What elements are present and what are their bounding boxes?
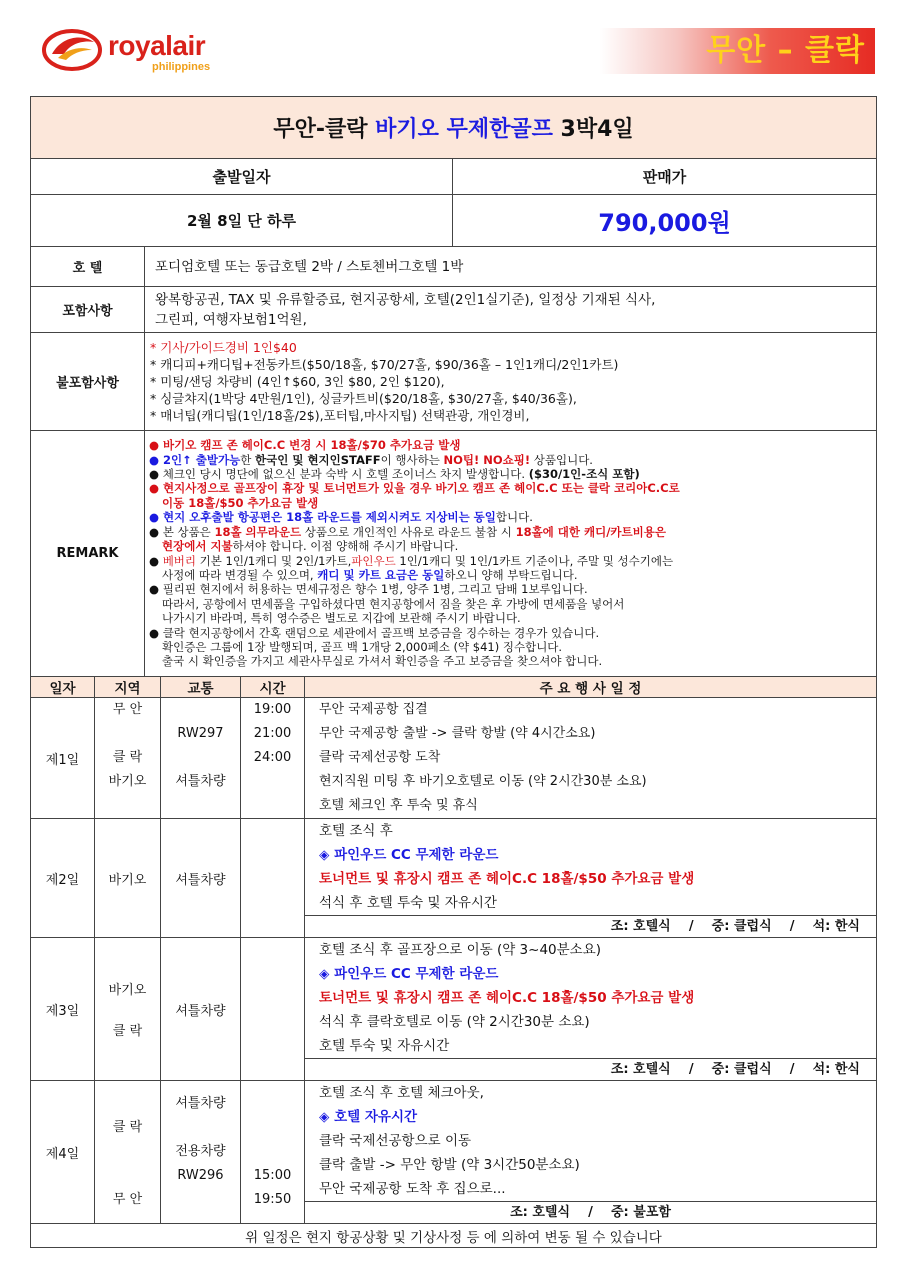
day1-transport: RW297 셔틀차량 xyxy=(161,698,241,819)
excluded-label: 불포함사항 xyxy=(31,333,145,431)
title-prefix: 무안-클락 xyxy=(273,117,368,142)
departure-header: 출발일자 xyxy=(31,159,453,195)
day2-plan: 호텔 조식 후 ◈ 파인우드 CC 무제한 라운드 토너먼트 및 휴장시 캠프 존 헤이C.C 18홀/$50 추가요금 발생 석식 후 호텔 투숙 및 자유시간 조: 호텔식 / 중: 클럽식 / 석: 한식 xyxy=(305,819,877,938)
price-value: 790,000원 xyxy=(453,195,877,247)
excluded-line: * 미팅/샌딩 차량비 (4인↑$60, 3인 $80, 2인 $120), xyxy=(150,374,445,389)
included-value xyxy=(145,287,877,333)
remark-line: ● 체크인 당시 명단에 없으신 분과 숙박 시 호텔 조이너스 차지 발생합니다. ($30/1인-조식 포함) xyxy=(149,467,640,482)
remark-body xyxy=(145,431,877,677)
day4-row xyxy=(31,1081,877,1224)
schedule-footer-row xyxy=(31,1224,877,1248)
remark-line: ● 본 상품은 18홀 의무라운드 상품으로 개인적인 사유로 라운드 불참 시 18홀에 대한 캐디/카트비용은 xyxy=(149,524,666,539)
day2-meals: 조: 호텔식 / 중: 클럽식 / 석: 한식 xyxy=(305,915,876,937)
route-banner xyxy=(600,28,875,74)
col-region: 지역 xyxy=(95,677,161,698)
excluded-value xyxy=(145,333,877,431)
brand-sub: philippines xyxy=(152,61,211,73)
remark-line: 따라서, 공항에서 면세품을 구입하셨다면 현지공항에서 짐을 찾은 후 가방에 면세품을 넣어서 xyxy=(162,596,625,611)
day1-region: 무 안 클 락 바기오 xyxy=(95,698,161,819)
departure-date: 2월 8일 단 하루 xyxy=(31,195,453,247)
brand-name: royalair xyxy=(108,30,206,61)
remark-line: 이동 18홀/$50 추가요금 발생 xyxy=(162,495,319,510)
day3-plan: 호텔 조식 후 골프장으로 이동 (약 3~40분소요) ◈ 파인우드 CC 무제한 라운드 토너먼트 및 휴장시 캠프 존 헤이C.C 18홀/$50 추가요금 발생 석식 후 클락호텔로 이동 (약 2시간30분 소요) 호텔 투숙 및 자유시간 조: 호텔식 / 중: 클럽식 / 석: 한식 xyxy=(305,938,877,1081)
day1-time: 19:00 21:00 24:00 xyxy=(241,698,305,819)
included-label: 포함사항 xyxy=(31,287,145,333)
remark-line: ● 현지사정으로 골프장이 휴장 및 토너먼트가 있을 경우 바기오 캠프 존 헤이C.C 또는 클락 코리아C.C로 xyxy=(149,481,680,496)
title-suffix: 3박4일 xyxy=(560,117,634,142)
day2-transport: 셔틀차량 xyxy=(161,819,241,938)
day1-plan: 무안 국제공항 집결 무안 국제공항 출발 -> 클락 항발 (약 4시간소요) 클락 국제선공항 도착 현지직원 미팅 후 바기오호텔로 이동 (약 2시간30분 소요) 호텔 체크인 후 투숙 및 휴식 xyxy=(305,698,877,819)
schedule-header-row xyxy=(31,677,877,698)
day3-row xyxy=(31,938,877,1081)
excluded-line: * 기사/가이드경비 1인$40 xyxy=(150,340,297,355)
schedule-footer-note: 위 일정은 현지 항공상황 및 기상사정 등 에 의하여 변동 될 수 있습니다 xyxy=(31,1224,877,1248)
day2-region: 바기오 xyxy=(95,819,161,938)
excluded-line: * 매너팁(캐디팁(1인/18홀/2$),포터팁,마사지팁) 선택관광, 개인경비, xyxy=(150,408,530,423)
remark-line: ● 베버리 기본 1인/1캐디 및 2인/1카트,파인우드 1인/1캐디 및 1인/1카트 기준이나, 주말 및 성수기에는 xyxy=(149,553,674,568)
col-time: 시간 xyxy=(241,677,305,698)
col-day: 일자 xyxy=(31,677,95,698)
remark-line: 현장에서 지불하셔야 합니다. 이점 양해해 주시기 바랍니다. xyxy=(162,539,459,554)
day2-row xyxy=(31,819,877,938)
remark-line: ● 바기오 캠프 존 헤이C.C 변경 시 18홀/$70 추가요금 발생 xyxy=(149,438,461,453)
remark-line: 출국 시 확인증을 가지고 세관사무실로 가셔서 확인증을 주고 보증금을 찾으셔야 합니다. xyxy=(162,654,603,669)
remark-line: ● 클락 현지공항에서 간혹 랜덤으로 세관에서 골프백 보증금을 징수하는 경우가 있습니다. xyxy=(149,625,600,640)
day4-meals: 조: 호텔식 / 중: 불포함 xyxy=(305,1201,876,1223)
excluded-line: * 캐디피+캐디팁+전동카트($50/18홀, $70/27홀, $90/36홀 – 1인1캐디/2인1카트) xyxy=(150,357,619,372)
remark-line: ● 필리핀 현지에서 허용하는 면세규정은 향수 1병, 양주 1병, 그리고 담배 1보루입니다. xyxy=(149,582,588,597)
day3-label: 제3일 xyxy=(31,938,95,1081)
day1-row xyxy=(31,698,877,819)
day1-label: 제1일 xyxy=(31,698,95,819)
remark-line: 사정에 따라 변경될 수 있으며, 캐디 및 카트 요금은 동일하오니 양해 부탁드립니다. xyxy=(162,567,578,582)
included-line: 그린피, 여행자보험1억원, xyxy=(155,311,307,328)
royalair-logo xyxy=(42,28,242,76)
day3-meals: 조: 호텔식 / 중: 클럽식 / 석: 한식 xyxy=(305,1058,876,1080)
remark-line: 나가시기 바라며, 특히 영수증은 별도로 지갑에 보관해 주시기 바랍니다. xyxy=(162,611,521,626)
day4-transport: 셔틀차량 전용차량 RW296 xyxy=(161,1081,241,1224)
schedule-table xyxy=(30,676,877,1248)
excluded-line: * 싱글챠지(1박당 4만원/1인), 싱글카트비($20/18홀, $30/27홀, $40/36홀), xyxy=(150,391,577,406)
day4-region: 클 락 무 안 xyxy=(95,1081,161,1224)
route-banner-text: 무안 – 클락 xyxy=(706,33,865,68)
royalair-bird-icon xyxy=(42,28,104,72)
product-info-table xyxy=(30,96,877,677)
hotel-value: 포디엄호텔 또는 동급호텔 2박 / 스토첸버그호텔 1박 xyxy=(145,247,877,287)
price-header: 판매가 xyxy=(453,159,877,195)
remark-label: REMARK xyxy=(31,431,145,677)
day4-time: 15:00 19:50 xyxy=(241,1081,305,1224)
day2-time xyxy=(241,819,305,938)
day4-plan: 호텔 조식 후 호텔 체크아웃, ◈ 호텔 자유시간 클락 국제선공항으로 이동 클락 출발 -> 무안 항발 (약 3시간50분소요) 무안 국제공항 도착 후 집으로... 조: 호텔식 / 중: 불포함 xyxy=(305,1081,877,1224)
day3-transport: 셔틀차량 xyxy=(161,938,241,1081)
day3-time xyxy=(241,938,305,1081)
day4-label: 제4일 xyxy=(31,1081,95,1224)
col-plan: 주 요 행 사 일 정 xyxy=(305,677,877,698)
remark-line: ● 2인↑ 출발가능한 한국인 및 현지인STAFF이 행사하는 NO팁! NO쇼핑! 상품입니다. xyxy=(149,452,593,467)
hotel-label: 호 텔 xyxy=(31,247,145,287)
day3-region: 바기오 클 락 xyxy=(95,938,161,1081)
product-title xyxy=(31,97,877,159)
title-highlight: 바기오 무제한골프 xyxy=(375,117,553,142)
included-line: 왕복항공권, TAX 및 유류할증료, 현지공항세, 호텔(2인1실기준), 일정상 기재된 식사, xyxy=(155,291,656,308)
remark-line: ● 현지 오후출발 항공편은 18홀 라운드를 제외시켜도 지상비는 동일합니다. xyxy=(149,510,533,525)
day2-label: 제2일 xyxy=(31,819,95,938)
col-transport: 교통 xyxy=(161,677,241,698)
remark-line: 확인증은 그룹에 1장 발행되며, 골프 백 1개당 2,000페소 (약 $41) 징수합니다. xyxy=(162,639,563,654)
